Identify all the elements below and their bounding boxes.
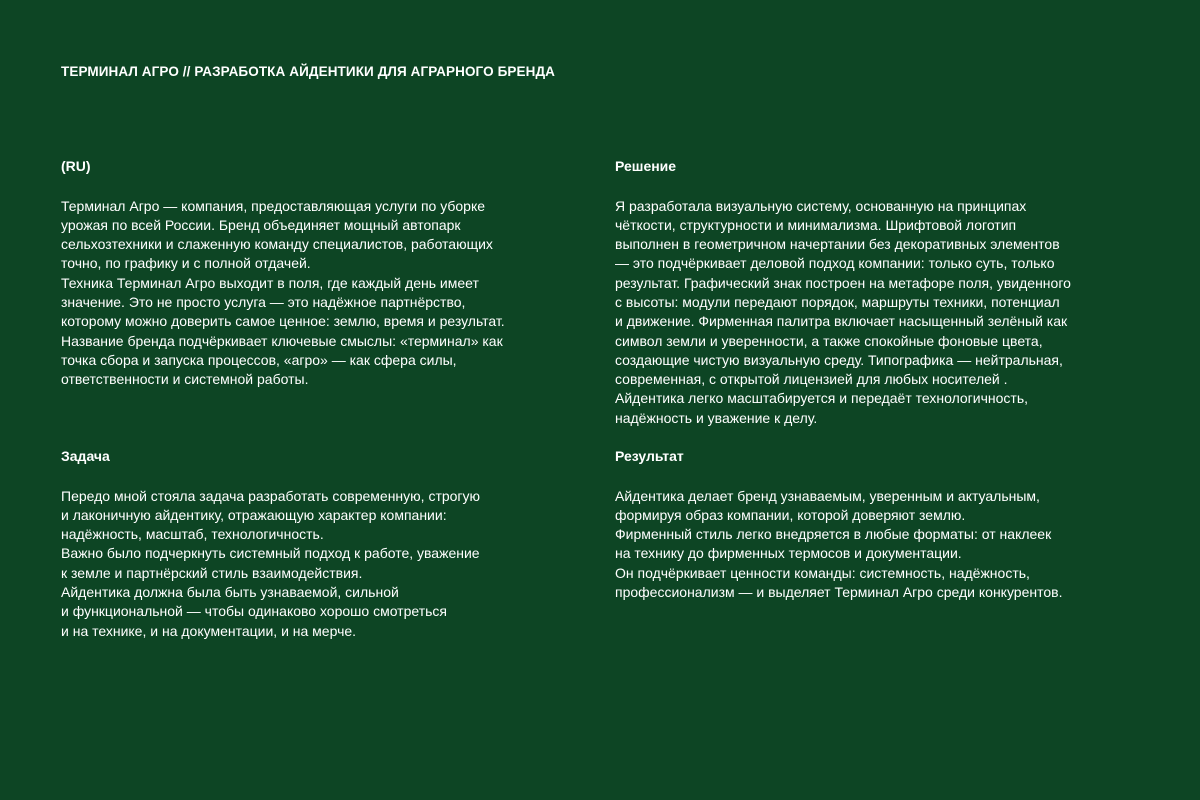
section-result xyxy=(615,447,1145,602)
text-line: и функциональной — чтобы одинаково хорошо смотреться xyxy=(61,603,447,620)
text-line: и движение. Фирменная палитра включает насыщенный зелёный как xyxy=(615,313,1068,330)
text-line: Айдентика должна была быть узнаваемой, сильной xyxy=(61,583,399,600)
text-line: к земле и партнёрский стиль взаимодействия. xyxy=(61,564,363,581)
text-line: которому можно доверить самое ценное: землю, время и результат. xyxy=(61,313,505,330)
section-body-result xyxy=(615,487,1145,603)
section-heading-solution: Решение xyxy=(615,158,677,174)
text-line: создающие чистую визуальную среду. Типографика — нейтральная, xyxy=(615,351,1063,368)
text-line: Фирменный стиль легко внедряется в любые форматы: от наклеек xyxy=(615,526,1052,543)
text-line: символ земли и уверенности, а также спокойные фоновые цвета, xyxy=(615,332,1043,349)
text-line: и на технике, и на документации, и на мерче. xyxy=(61,622,357,639)
text-line: результат. Графический знак построен на метафоре поля, увиденного xyxy=(615,274,1071,291)
text-line: Важно было подчеркнуть системный подход к работе, уважение xyxy=(61,545,480,562)
text-line: Передо мной стояла задача разработать современную, строгую xyxy=(61,487,481,504)
text-line: современная, с открытой лицензией для любых носителей . xyxy=(615,371,1008,388)
text-line: точка сбора и запуска процессов, «агро» — как сфера силы, xyxy=(61,351,457,368)
section-task xyxy=(61,447,591,641)
text-line: Айдентика легко масштабируется и передаёт технологичность, xyxy=(615,390,1029,407)
text-line: надёжность, масштаб, технологичность. xyxy=(61,526,324,543)
text-line: на технику до фирменных термосов и документации. xyxy=(615,545,962,562)
text-line: Название бренда подчёркивает ключевые смыслы: «терминал» как xyxy=(61,332,503,349)
text-line: значение. Это не просто услуга — это надёжное партнёрство, xyxy=(61,293,466,310)
section-body-solution xyxy=(615,197,1145,429)
text-line: с высоты: модули передают порядок, маршруты техники, потенциал xyxy=(615,293,1060,310)
page-title: ТЕРМИНАЛ АГРО // РАЗРАБОТКА АЙДЕНТИКИ ДЛЯ АГРАРНОГО БРЕНДА xyxy=(61,64,556,79)
section-heading-result: Результат xyxy=(615,448,684,464)
text-line: Терминал Агро — компания, предоставляющая услуги по уборке xyxy=(61,197,486,214)
text-line: Он подчёркивает ценности команды: системность, надёжность, xyxy=(615,564,1030,581)
text-line: выполнен в геометричном начертании без декоративных элементов xyxy=(615,236,1060,253)
text-line: надёжность и уважение к делу. xyxy=(615,409,818,426)
section-heading-task: Задача xyxy=(61,448,110,464)
text-line: Айдентика делает бренд узнаваемым, уверенным и актуальным, xyxy=(615,487,1040,504)
text-line: ответственности и системной работы. xyxy=(61,371,309,388)
section-ru xyxy=(61,157,591,389)
section-body-task xyxy=(61,487,591,641)
text-line: Я разработала визуальную систему, основанную на принципах xyxy=(615,197,1027,214)
text-line: точно, по графику и с полной отдачей. xyxy=(61,255,311,272)
text-line: профессионализм — и выделяет Терминал Агро среди конкурентов. xyxy=(615,583,1063,600)
text-line: чёткости, структурности и минимализма. Шрифтовой логотип xyxy=(615,216,1017,233)
text-line: и лаконичную айдентику, отражающую характер компании: xyxy=(61,506,447,523)
text-line: формируя образ компании, которой доверяют землю. xyxy=(615,506,966,523)
section-body-ru xyxy=(61,197,591,390)
text-line: Техника Терминал Агро выходит в поля, где каждый день имеет xyxy=(61,274,479,291)
section-heading-ru: (RU) xyxy=(61,158,91,174)
text-line: — это подчёркивает деловой подход компании: только суть, только xyxy=(615,255,1055,272)
text-line: урожая по всей России. Бренд объединяет мощный автопарк xyxy=(61,216,461,233)
section-solution xyxy=(615,157,1145,428)
text-line: сельхозтехники и слаженную команду специалистов, работающих xyxy=(61,236,493,253)
